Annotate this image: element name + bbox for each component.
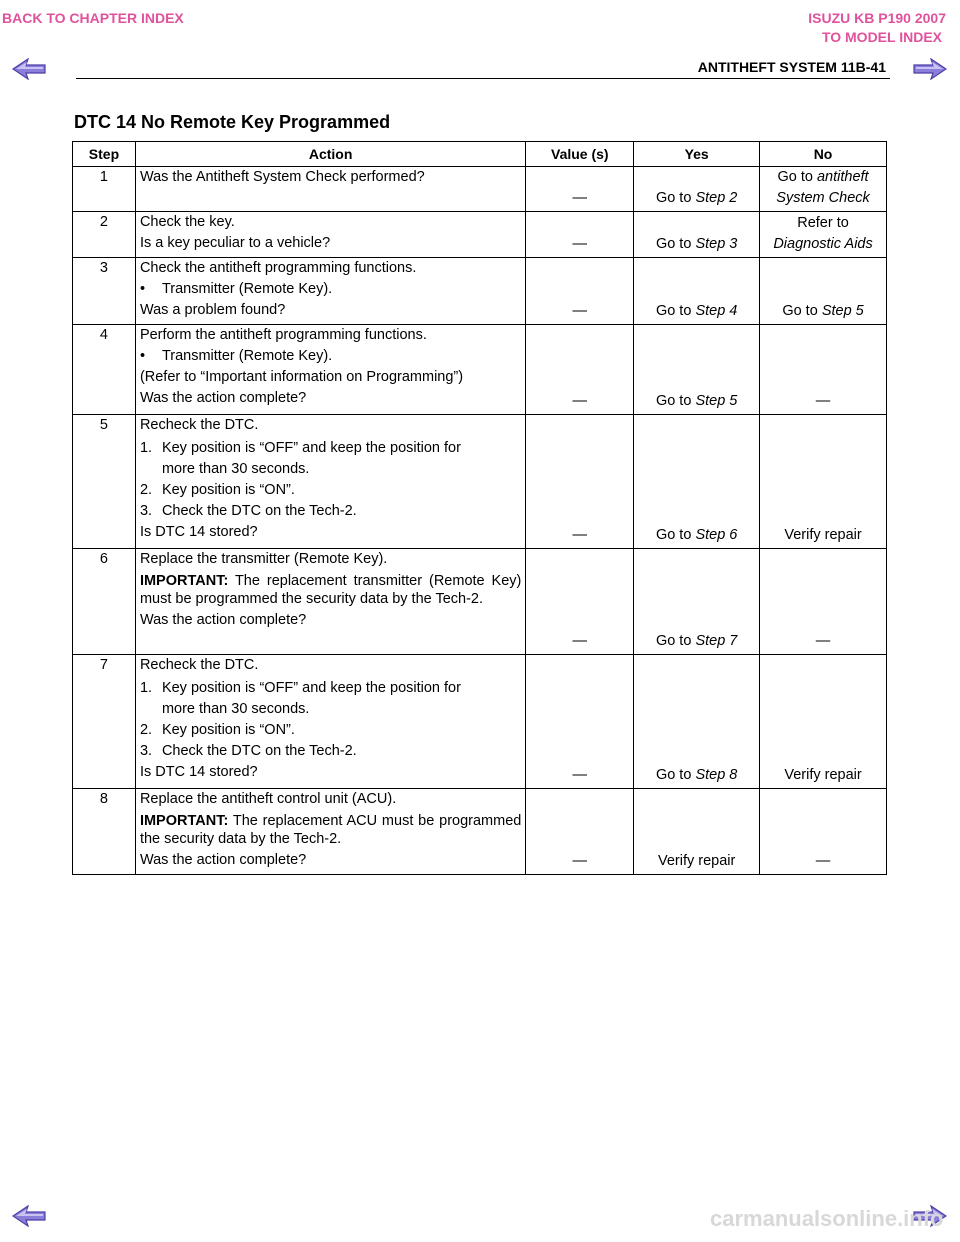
- yes-step-link: Step 8: [695, 767, 738, 783]
- step-number: 3: [73, 258, 136, 325]
- action-bullet: • Transmitter (Remote Key).: [140, 346, 521, 367]
- table-row: [73, 789, 887, 875]
- no-prefix: Go to: [777, 169, 817, 185]
- table-row: [73, 325, 887, 415]
- no-cell: [760, 167, 887, 212]
- important-text: The replacement transmitter (Remote Key) must be programmed the security data by the Tech-2.: [139, 573, 522, 607]
- important-label: IMPORTANT:: [139, 813, 229, 829]
- value-cell: —: [526, 212, 634, 258]
- action-question: Was the action complete?: [139, 612, 307, 628]
- yes-cell: [634, 212, 760, 258]
- action-text: Replace the antitheft control unit (ACU).: [139, 791, 397, 807]
- no-cell: —: [760, 789, 887, 875]
- yes-step-link: Step 2: [695, 190, 738, 206]
- numbered-item: 3. Check the DTC on the Tech-2.: [139, 503, 357, 519]
- bullet-icon: •: [139, 348, 146, 364]
- yes-step-link: Step 7: [695, 633, 738, 649]
- action-text: Check the key.: [139, 214, 235, 230]
- action-text: Replace the transmitter (Remote Key).: [139, 551, 388, 567]
- section-header-title: ANTITHEFT SYSTEM 11B-41: [697, 59, 886, 75]
- col-header-step: Step: [73, 142, 136, 167]
- next-page-right-arrow-icon[interactable]: [913, 58, 947, 80]
- action-text: Recheck the DTC.: [139, 417, 259, 433]
- important-label: IMPORTANT:: [139, 573, 229, 589]
- no-step-link: Step 5: [821, 303, 864, 319]
- action-cell: [135, 789, 525, 875]
- action-cell: [135, 655, 525, 789]
- numbered-item: 3. Check the DTC on the Tech-2.: [139, 743, 357, 759]
- action-cell: [135, 325, 525, 415]
- action-cell: [135, 212, 525, 258]
- important-note: [140, 572, 521, 608]
- no-cell: Verify repair: [760, 415, 887, 549]
- numbered-item: 1. Key position is “OFF” and keep the position for: [139, 440, 461, 456]
- value-cell: —: [526, 415, 634, 549]
- col-header-action: Action: [135, 142, 525, 167]
- step-number: 8: [73, 789, 136, 875]
- yes-step-link: Step 5: [695, 393, 738, 409]
- page-title: DTC 14 No Remote Key Programmed: [74, 112, 391, 132]
- action-text: Was the Antitheft System Check performed?: [139, 169, 425, 185]
- yes-cell: Verify repair: [634, 789, 760, 875]
- action-text: Check the antitheft programming functions.: [139, 260, 417, 276]
- step-number: 6: [73, 549, 136, 655]
- value-cell: —: [526, 325, 634, 415]
- no-prefix: Refer to: [797, 215, 849, 231]
- value-cell: —: [526, 258, 634, 325]
- action-bullet: • Transmitter (Remote Key).: [140, 279, 521, 300]
- yes-prefix: Go to: [655, 190, 696, 206]
- table-row: [73, 655, 887, 789]
- value-cell: —: [526, 549, 634, 655]
- col-header-no: No: [760, 142, 887, 167]
- action-cell: [135, 549, 525, 655]
- action-question: Was the action complete?: [139, 852, 307, 868]
- table-header-row: [73, 142, 887, 167]
- back-to-chapter-index-link[interactable]: BACK TO CHAPTER INDEX: [2, 10, 184, 26]
- action-question: Was the action complete?: [139, 390, 307, 406]
- action-question: Is DTC 14 stored?: [139, 764, 258, 780]
- col-header-value: Value (s): [526, 142, 634, 167]
- action-cell: [135, 167, 525, 212]
- step-number: 5: [73, 415, 136, 549]
- yes-step-link: Step 3: [695, 236, 738, 252]
- yes-cell: [634, 258, 760, 325]
- yes-step-link: Step 4: [695, 303, 738, 319]
- prev-page-left-arrow-icon[interactable]: [12, 58, 46, 80]
- yes-cell: [634, 167, 760, 212]
- yes-cell: [634, 325, 760, 415]
- value-cell: —: [526, 655, 634, 789]
- step-number: 1: [73, 167, 136, 212]
- yes-cell: [634, 655, 760, 789]
- no-cell: —: [760, 549, 887, 655]
- table-row: [73, 258, 887, 325]
- table-row: [73, 415, 887, 549]
- yes-prefix: Go to: [655, 767, 696, 783]
- header-divider: [76, 78, 890, 79]
- action-text: Recheck the DTC.: [139, 657, 259, 673]
- action-cell: [135, 415, 525, 549]
- no-ref-line2: Diagnostic Aids: [773, 236, 873, 252]
- yes-prefix: Go to: [655, 393, 696, 409]
- numbered-item: 1. Key position is “OFF” and keep the position for: [139, 680, 461, 696]
- numbered-item: 2. Key position is “ON”.: [139, 482, 295, 498]
- action-note: (Refer to “Important information on Programming”): [139, 369, 464, 385]
- numbered-item-continuation: more than 30 seconds.: [161, 461, 310, 477]
- no-cell: Verify repair: [760, 655, 887, 789]
- watermark: carmanualsonline.info: [710, 1206, 944, 1231]
- no-cell: [760, 258, 887, 325]
- step-number: 2: [73, 212, 136, 258]
- to-model-index-link[interactable]: TO MODEL INDEX: [821, 29, 942, 45]
- yes-step-link: Step 6: [695, 527, 738, 543]
- col-header-yes: Yes: [634, 142, 760, 167]
- table-row: [73, 212, 887, 258]
- yes-prefix: Go to: [655, 527, 696, 543]
- prev-page-left-arrow-icon-bottom[interactable]: [12, 1205, 46, 1227]
- table-row: [73, 549, 887, 655]
- no-prefix: Go to: [782, 303, 822, 319]
- dtc-diagnostic-table: [72, 141, 887, 875]
- value-cell: —: [526, 789, 634, 875]
- yes-cell: [634, 549, 760, 655]
- numbered-item: 2. Key position is “ON”.: [139, 722, 295, 738]
- model-title-link[interactable]: ISUZU KB P190 2007: [808, 10, 946, 26]
- action-text: Perform the antitheft programming functions.: [139, 327, 427, 343]
- yes-prefix: Go to: [655, 633, 696, 649]
- action-question: Was a problem found?: [139, 302, 286, 318]
- no-ref-line2: System Check: [776, 190, 870, 206]
- important-note: [140, 812, 521, 848]
- no-cell: —: [760, 325, 887, 415]
- yes-prefix: Go to: [655, 236, 696, 252]
- action-question: Is DTC 14 stored?: [139, 524, 258, 540]
- important-text: The replacement ACU must be programmed the security data by the Tech-2.: [139, 813, 522, 847]
- table-row: [73, 167, 887, 212]
- yes-cell: [634, 415, 760, 549]
- action-cell: [135, 258, 525, 325]
- step-number: 7: [73, 655, 136, 789]
- no-cell: [760, 212, 887, 258]
- yes-prefix: Go to: [655, 303, 696, 319]
- step-number: 4: [73, 325, 136, 415]
- bullet-icon: •: [139, 281, 146, 297]
- action-question: Is a key peculiar to a vehicle?: [139, 235, 331, 251]
- value-cell: —: [526, 167, 634, 212]
- numbered-item-continuation: more than 30 seconds.: [161, 701, 310, 717]
- no-ref-line1: antitheft: [816, 169, 869, 185]
